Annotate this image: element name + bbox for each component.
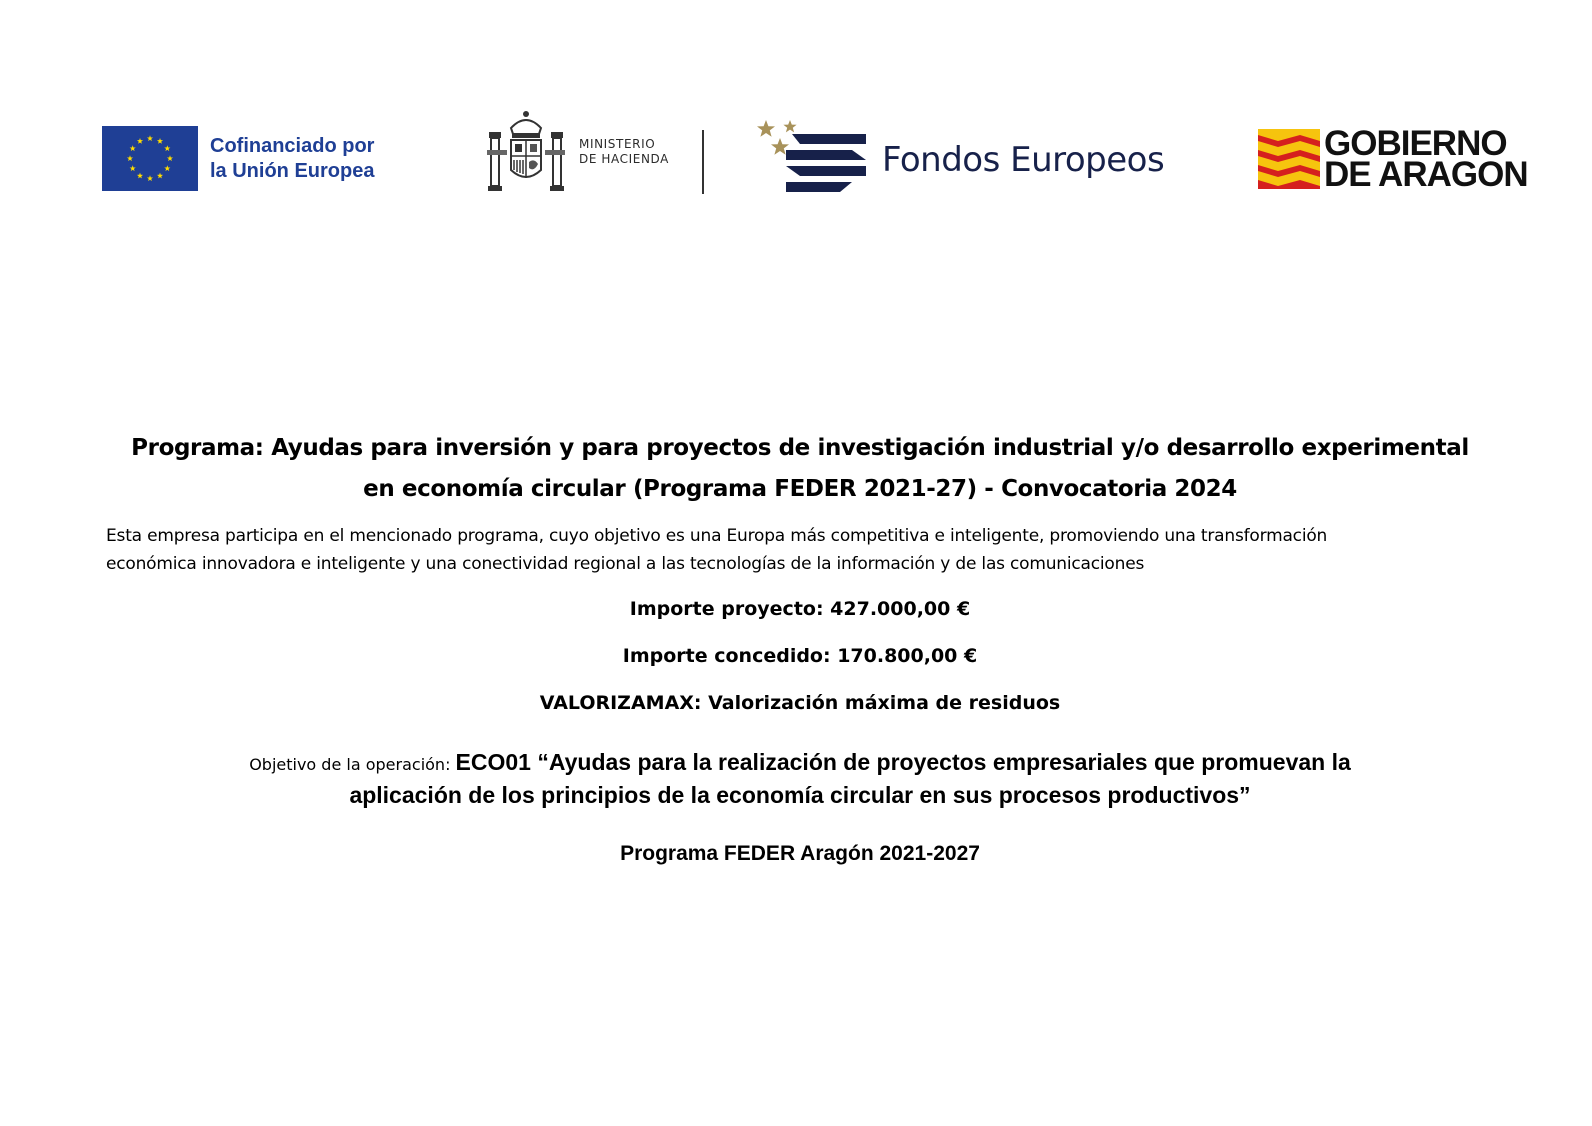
eu-logo-text (210, 134, 374, 184)
objective-line1: ECO01 “Ayudas para la realización de proyectos empresariales que promuevan la (455, 749, 1351, 775)
eu-cofinancing-logo (102, 126, 374, 191)
objective-line1-wrap (100, 747, 1500, 780)
ministerio-hacienda-logo (485, 108, 669, 196)
description-line1: Esta empresa participa en el mencionado programa, cuyo objetivo es una Europa más competitiva e inteligente, promoviendo una transformación (106, 526, 1328, 546)
fondos-europeos-text: Fondos Europeos (882, 140, 1165, 180)
project-name: VALORIZAMAX: Valorización máxima de residuos (539, 692, 1061, 714)
spanish-coat-of-arms-icon (485, 108, 567, 196)
aragon-line2: DE ARAGON (1324, 155, 1528, 194)
aragon-flag-icon (1258, 129, 1320, 189)
gobierno-aragon-logo (1258, 124, 1528, 194)
ministerio-line2: DE HACIENDA (579, 152, 669, 166)
objective-label: Objetivo de la operación: (249, 755, 456, 774)
objective-line2: aplicación de los principios de la economía circular en sus procesos productivos” (349, 782, 1251, 808)
program-title-line2: en economía circular (Programa FEDER 2021-27) - Convocatoria 2024 (363, 476, 1237, 502)
program-footer: Programa FEDER Aragón 2021-2027 (620, 842, 980, 865)
ministerio-line1: MINISTERIO (579, 137, 656, 151)
program-title-line1: Programa: Ayudas para inversión y para proyectos de investigación industrial y/o desarrollo experimental (131, 435, 1469, 461)
ministerio-text (579, 137, 669, 167)
operation-objective (100, 747, 1500, 810)
eu-logo-line2: la Unión Europea (210, 159, 375, 182)
program-description (106, 522, 1500, 578)
fondos-europeos-mark-icon (756, 118, 868, 194)
gobierno-aragon-text (1324, 124, 1528, 194)
project-amount: Importe proyecto: 427.000,00 € (629, 598, 971, 620)
logo-divider (702, 130, 704, 194)
eu-flag-icon (102, 126, 198, 191)
logo-bar (0, 0, 1592, 230)
granted-amount: Importe concedido: 170.800,00 € (622, 645, 978, 667)
program-title (100, 428, 1500, 510)
description-line2: económica innovadora e inteligente y una conectividad regional a las tecnologías de la información y de las comunicaciones (106, 554, 1145, 574)
aragon-line1: GOBIERNO (1324, 124, 1507, 163)
eu-logo-line1: Cofinanciado por (210, 134, 375, 157)
fondos-europeos-logo (756, 118, 1164, 194)
program-content (100, 428, 1500, 868)
